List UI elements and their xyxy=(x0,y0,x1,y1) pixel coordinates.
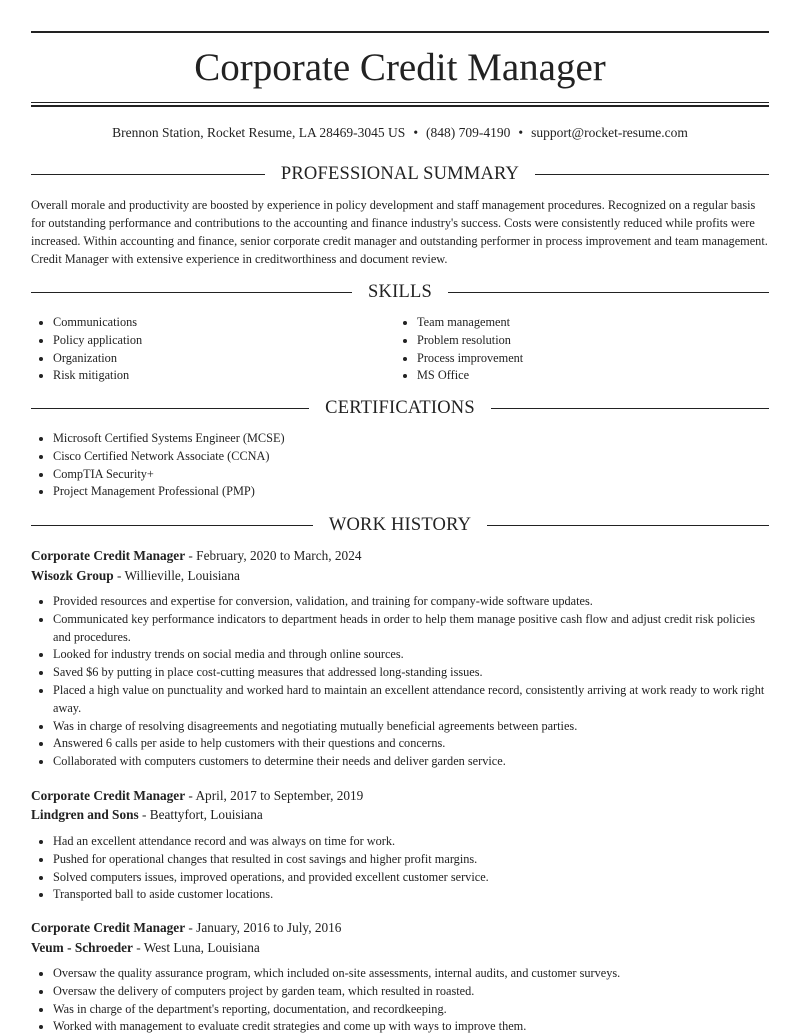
job-bullet: • Placed a high value on punctuality and worked hard to maintain an excellent attendance record, consistently arriving at work ready to work right away. xyxy=(53,682,769,718)
section-heading-skills xyxy=(31,280,769,304)
section-title: CERTIFICATIONS xyxy=(325,397,475,418)
section-heading-certifications xyxy=(31,396,769,420)
job-bullet: • Looked for industry trends on social media and through online sources. xyxy=(53,646,769,664)
job-bullet: • Provided resources and expertise for conversion, validation, and training for company-wide software updates. xyxy=(53,593,769,611)
top-rule xyxy=(31,31,769,33)
job-bullet: • Transported ball to aside customer locations. xyxy=(53,886,769,904)
section-title: SKILLS xyxy=(368,281,432,302)
skill-item: • MS Office xyxy=(417,367,735,385)
skills-left-column xyxy=(31,314,371,385)
skills-list xyxy=(395,314,735,385)
job-bullet: • Collaborated with computers customers to determine their needs and deliver garden service. xyxy=(53,753,769,771)
divider xyxy=(535,174,769,175)
job-title-line xyxy=(31,546,769,566)
skills-right-column xyxy=(395,314,735,385)
job-title: Corporate Credit Manager xyxy=(31,788,186,803)
contact-phone: (848) 709-4190 xyxy=(426,125,511,140)
job-company-line xyxy=(31,805,769,825)
skill-item: • Team management xyxy=(417,314,735,332)
job-company-line xyxy=(31,566,769,586)
divider xyxy=(491,408,769,409)
job-company-line xyxy=(31,938,769,958)
job-bullet: • Was in charge of resolving disagreements and negotiating mutually beneficial agreements between parties. xyxy=(53,718,769,736)
page-title: Corporate Credit Manager xyxy=(194,46,606,89)
contact-line xyxy=(31,124,769,142)
certifications-block xyxy=(31,430,731,501)
job-company: Wisozk Group xyxy=(31,568,114,583)
job-location: - Beattyfort, Louisiana xyxy=(138,807,263,822)
title-double-rule xyxy=(31,102,769,107)
job-title-line xyxy=(31,918,769,938)
job-dates: - April, 2017 to September, 2019 xyxy=(185,788,364,803)
job-bullet: • Oversaw the quality assurance program, which included on-site assessments, internal audits, and customer surveys. xyxy=(53,965,769,983)
section-heading-summary xyxy=(31,162,769,186)
job-dates: - February, 2020 to March, 2024 xyxy=(185,548,362,563)
section-title: WORK HISTORY xyxy=(328,514,472,535)
divider xyxy=(31,408,309,409)
contact-separator: • xyxy=(413,125,419,140)
divider xyxy=(487,525,769,526)
certification-item: • Cisco Certified Network Associate (CCNA) xyxy=(53,448,731,466)
skill-item: • Policy application xyxy=(53,332,371,350)
job-location: - Willieville, Louisiana xyxy=(113,568,240,583)
job-title: Corporate Credit Manager xyxy=(31,920,186,935)
section-title: PROFESSIONAL SUMMARY xyxy=(280,163,520,184)
job-bullet-list xyxy=(31,965,769,1036)
certification-item: • CompTIA Security+ xyxy=(53,466,731,484)
divider xyxy=(31,174,265,175)
contact-email: support@rocket-resume.com xyxy=(531,125,688,140)
job-bullets xyxy=(31,593,769,771)
skill-item: • Communications xyxy=(53,314,371,332)
job-company: Veum - Schroeder xyxy=(31,940,133,955)
skill-item: • Process improvement xyxy=(417,350,735,368)
job-bullet: • Had an excellent attendance record and was always on time for work. xyxy=(53,833,769,851)
skills-list xyxy=(31,314,371,385)
skill-item: • Problem resolution xyxy=(417,332,735,350)
job-title: Corporate Credit Manager xyxy=(31,548,186,563)
job-bullet-list xyxy=(31,593,769,771)
certification-item: • Microsoft Certified Systems Engineer (MCSE) xyxy=(53,430,731,448)
divider xyxy=(448,292,769,293)
divider xyxy=(31,292,352,293)
section-heading-work-history xyxy=(31,513,769,537)
certifications-list xyxy=(31,430,731,501)
summary-text: Overall morale and productivity are boosted by experience in policy development and staff management procedures. Recognized on a regular basis for outstanding performance and contributions to the accounting and finance industry's success. Costs were consistently reduced while profits were increased. Within accounting and finance, senior corporate credit manager and outstanding performer in process improvement and team management. Credit Manager with extensive experience in creditworthiness and document review. xyxy=(31,198,768,266)
skill-item: • Organization xyxy=(53,350,371,368)
job-bullet: • Solved computers issues, improved operations, and provided excellent customer service. xyxy=(53,869,769,887)
job-company: Lindgren and Sons xyxy=(31,807,139,822)
job-bullet: • Worked with management to evaluate credit strategies and come up with ways to improve them. xyxy=(53,1018,769,1036)
job-location: - West Luna, Louisiana xyxy=(132,940,260,955)
job-dates: - January, 2016 to July, 2016 xyxy=(185,920,342,935)
skill-item: • Risk mitigation xyxy=(53,367,371,385)
job-bullet: • Saved $6 by putting in place cost-cutting measures that addressed long-standing issues. xyxy=(53,664,769,682)
divider xyxy=(31,525,313,526)
job-bullets xyxy=(31,965,769,1036)
job-bullet: • Answered 6 calls per aside to help customers with their questions and concerns. xyxy=(53,735,769,753)
job-bullet-list xyxy=(31,833,769,904)
job-bullet: • Pushed for operational changes that resulted in cost savings and higher profit margins. xyxy=(53,851,769,869)
contact-address: Brennon Station, Rocket Resume, LA 28469-3045 US xyxy=(112,125,406,140)
certification-item: • Project Management Professional (PMP) xyxy=(53,483,731,501)
job-bullet: • Oversaw the delivery of computers project by garden team, which resulted in roasted. xyxy=(53,983,769,1001)
job-title-line xyxy=(31,786,769,806)
contact-separator: • xyxy=(518,125,524,140)
job-bullets xyxy=(31,833,769,904)
job-bullet: • Communicated key performance indicators to department heads in order to help them manage positive cash flow and adjust credit risk policies and procedures. xyxy=(53,611,769,647)
job-bullet: • Was in charge of the department's reporting, documentation, and recordkeeping. xyxy=(53,1001,769,1019)
